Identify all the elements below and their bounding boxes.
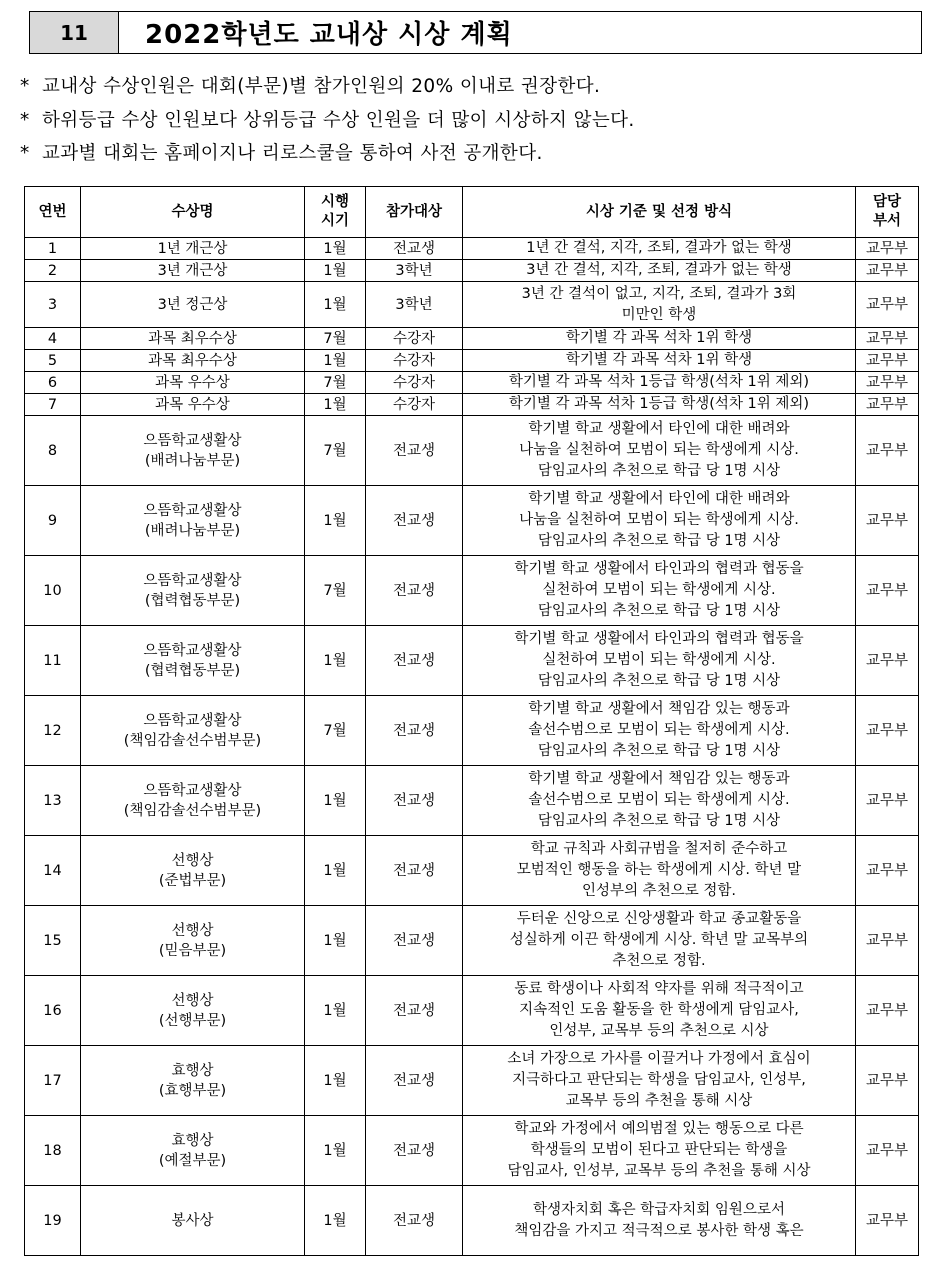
header-col-period: 시행 시기: [305, 187, 366, 238]
col-award-name-cell: 으뜸학교생활상 (책임감솔선수범부문): [81, 766, 305, 836]
col-target-cell: 전교생: [366, 696, 463, 766]
col-number-cell: 3: [25, 282, 81, 328]
table-row: [25, 238, 919, 260]
table-row: [25, 394, 919, 416]
col-period-cell: 1월: [305, 282, 366, 328]
col-period-cell: 7월: [305, 556, 366, 626]
col-number-cell: 11: [25, 626, 81, 696]
col-award-name-cell: 으뜸학교생활상 (협력협동부문): [81, 556, 305, 626]
note-item: * 교과별 대회는 홈페이지나 리로스쿨을 통하여 사전 공개한다.: [20, 137, 635, 171]
col-award-name-cell: 으뜸학교생활상 (협력협동부문): [81, 626, 305, 696]
col-criteria-cell: 학교 규칙과 사회규범을 철저히 준수하고 모범적인 행동을 하는 학생에게 시상. 학년 말 인성부의 추천으로 정함.: [463, 836, 856, 906]
col-period-cell: 1월: [305, 906, 366, 976]
col-period-cell: 1월: [305, 626, 366, 696]
col-department-cell: 교무부: [856, 1186, 919, 1256]
col-department-cell: 교무부: [856, 626, 919, 696]
col-department-cell: 교무부: [856, 372, 919, 394]
col-period-cell: 1월: [305, 1186, 366, 1256]
col-period-cell: 1월: [305, 260, 366, 282]
col-target-cell: 3학년: [366, 282, 463, 328]
col-number-cell: 5: [25, 350, 81, 372]
col-criteria-cell: 소녀 가장으로 가사를 이끌거나 가정에서 효심이 지극하다고 판단되는 학생을 담임교사, 인성부, 교목부 등의 추천을 통해 시상: [463, 1046, 856, 1116]
table-row: [25, 372, 919, 394]
table-row: [25, 1116, 919, 1186]
col-target-cell: 전교생: [366, 836, 463, 906]
table-row: [25, 976, 919, 1046]
col-department-cell: 교무부: [856, 1116, 919, 1186]
page-title: 2022학년도 교내상 시상 계획: [145, 20, 513, 50]
col-number-cell: 6: [25, 372, 81, 394]
col-criteria-cell: 학기별 학교 생활에서 책임감 있는 행동과 솔선수범으로 모범이 되는 학생에게 시상. 담임교사의 추천으로 학급 당 1명 시상: [463, 766, 856, 836]
col-number-cell: 12: [25, 696, 81, 766]
table-row: [25, 1046, 919, 1116]
col-period-cell: 1월: [305, 238, 366, 260]
table-row: [25, 350, 919, 372]
header-col-number: 연번: [25, 187, 81, 238]
section-number: 11: [30, 12, 119, 53]
col-target-cell: 전교생: [366, 626, 463, 696]
note-item: * 하위등급 수상 인원보다 상위등급 수상 인원을 더 많이 시상하지 않는다.: [20, 104, 635, 138]
table-row: [25, 906, 919, 976]
col-target-cell: 전교생: [366, 1186, 463, 1256]
col-criteria-cell: 학기별 각 과목 석차 1등급 학생(석차 1위 제외): [463, 372, 856, 394]
col-award-name-cell: 봉사상: [81, 1186, 305, 1256]
col-criteria-cell: 학기별 학교 생활에서 타인과의 협력과 협동을 실천하여 모범이 되는 학생에게 시상. 담임교사의 추천으로 학급 당 1명 시상: [463, 626, 856, 696]
col-department-cell: 교무부: [856, 328, 919, 350]
col-target-cell: 전교생: [366, 976, 463, 1046]
header-col-department: 담당 부서: [856, 187, 919, 238]
col-period-cell: 7월: [305, 416, 366, 486]
col-target-cell: 3학년: [366, 260, 463, 282]
col-number-cell: 13: [25, 766, 81, 836]
table-row: [25, 626, 919, 696]
col-criteria-cell: 학기별 학교 생활에서 타인에 대한 배려와 나눔을 실천하여 모범이 되는 학생에게 시상. 담임교사의 추천으로 학급 당 1명 시상: [463, 416, 856, 486]
col-target-cell: 전교생: [366, 766, 463, 836]
col-criteria-cell: 동료 학생이나 사회적 약자를 위해 적극적이고 지속적인 도움 활동을 한 학생에게 담임교사, 인성부, 교목부 등의 추천으로 시상: [463, 976, 856, 1046]
col-department-cell: 교무부: [856, 556, 919, 626]
col-award-name-cell: 3년 개근상: [81, 260, 305, 282]
col-department-cell: 교무부: [856, 416, 919, 486]
col-period-cell: 7월: [305, 372, 366, 394]
table-row: [25, 328, 919, 350]
col-award-name-cell: 과목 우수상: [81, 394, 305, 416]
header-col-criteria: 시상 기준 및 선정 방식: [463, 187, 856, 238]
col-number-cell: 17: [25, 1046, 81, 1116]
col-period-cell: 7월: [305, 696, 366, 766]
col-period-cell: 1월: [305, 350, 366, 372]
table-row: [25, 416, 919, 486]
awards-table: [24, 186, 919, 1256]
col-department-cell: 교무부: [856, 260, 919, 282]
col-award-name-cell: 3년 정근상: [81, 282, 305, 328]
col-number-cell: 10: [25, 556, 81, 626]
section-header: [29, 11, 922, 54]
col-department-cell: 교무부: [856, 350, 919, 372]
col-criteria-cell: 학기별 각 과목 석차 1등급 학생(석차 1위 제외): [463, 394, 856, 416]
col-target-cell: 전교생: [366, 556, 463, 626]
col-criteria-cell: 학생자치회 혹은 학급자치회 임원으로서 책임감을 가지고 적극적으로 봉사한 학생 혹은: [463, 1186, 856, 1256]
col-number-cell: 9: [25, 486, 81, 556]
table-header-row: [25, 187, 919, 238]
col-number-cell: 7: [25, 394, 81, 416]
col-award-name-cell: 으뜸학교생활상 (배려나눔부문): [81, 486, 305, 556]
col-target-cell: 전교생: [366, 1116, 463, 1186]
col-award-name-cell: 과목 최우수상: [81, 350, 305, 372]
col-criteria-cell: 3년 간 결석, 지각, 조퇴, 결과가 없는 학생: [463, 260, 856, 282]
col-award-name-cell: 으뜸학교생활상 (책임감솔선수범부문): [81, 696, 305, 766]
notes-list: [20, 70, 635, 171]
col-department-cell: 교무부: [856, 696, 919, 766]
col-award-name-cell: 선행상 (믿음부문): [81, 906, 305, 976]
table-row: [25, 696, 919, 766]
table-body: [25, 238, 919, 1256]
col-number-cell: 14: [25, 836, 81, 906]
col-period-cell: 1월: [305, 836, 366, 906]
header-col-award-name: 수상명: [81, 187, 305, 238]
col-criteria-cell: 1년 간 결석, 지각, 조퇴, 결과가 없는 학생: [463, 238, 856, 260]
col-award-name-cell: 선행상 (준법부문): [81, 836, 305, 906]
col-period-cell: 1월: [305, 1116, 366, 1186]
col-department-cell: 교무부: [856, 238, 919, 260]
col-criteria-cell: 3년 간 결석이 없고, 지각, 조퇴, 결과가 3회 미만인 학생: [463, 282, 856, 328]
col-number-cell: 8: [25, 416, 81, 486]
col-period-cell: 1월: [305, 486, 366, 556]
col-department-cell: 교무부: [856, 282, 919, 328]
col-number-cell: 15: [25, 906, 81, 976]
col-target-cell: 수강자: [366, 350, 463, 372]
col-target-cell: 전교생: [366, 1046, 463, 1116]
table-row: [25, 260, 919, 282]
col-award-name-cell: 효행상 (효행부문): [81, 1046, 305, 1116]
col-target-cell: 수강자: [366, 328, 463, 350]
col-award-name-cell: 과목 최우수상: [81, 328, 305, 350]
col-period-cell: 1월: [305, 976, 366, 1046]
col-criteria-cell: 학기별 각 과목 석차 1위 학생: [463, 328, 856, 350]
col-department-cell: 교무부: [856, 486, 919, 556]
col-criteria-cell: 학기별 학교 생활에서 타인과의 협력과 협동을 실천하여 모범이 되는 학생에게 시상. 담임교사의 추천으로 학급 당 1명 시상: [463, 556, 856, 626]
col-period-cell: 1월: [305, 394, 366, 416]
col-target-cell: 수강자: [366, 372, 463, 394]
table-row: [25, 836, 919, 906]
col-department-cell: 교무부: [856, 836, 919, 906]
col-period-cell: 7월: [305, 328, 366, 350]
col-department-cell: 교무부: [856, 766, 919, 836]
col-number-cell: 16: [25, 976, 81, 1046]
header-col-target: 참가대상: [366, 187, 463, 238]
col-number-cell: 4: [25, 328, 81, 350]
col-number-cell: 1: [25, 238, 81, 260]
col-criteria-cell: 학기별 각 과목 석차 1위 학생: [463, 350, 856, 372]
col-department-cell: 교무부: [856, 906, 919, 976]
note-item: * 교내상 수상인원은 대회(부문)별 참가인원의 20% 이내로 권장한다.: [20, 70, 635, 104]
col-award-name-cell: 1년 개근상: [81, 238, 305, 260]
col-award-name-cell: 과목 우수상: [81, 372, 305, 394]
col-target-cell: 전교생: [366, 238, 463, 260]
col-number-cell: 19: [25, 1186, 81, 1256]
col-department-cell: 교무부: [856, 976, 919, 1046]
col-target-cell: 전교생: [366, 486, 463, 556]
col-target-cell: 수강자: [366, 394, 463, 416]
col-department-cell: 교무부: [856, 394, 919, 416]
col-target-cell: 전교생: [366, 906, 463, 976]
table-row: [25, 282, 919, 328]
col-number-cell: 2: [25, 260, 81, 282]
col-target-cell: 전교생: [366, 416, 463, 486]
table-row: [25, 486, 919, 556]
col-criteria-cell: 학교와 가정에서 예의범절 있는 행동으로 다른 학생들의 모범이 된다고 판단되는 학생을 담임교사, 인성부, 교목부 등의 추천을 통해 시상: [463, 1116, 856, 1186]
table-row: [25, 1186, 919, 1256]
table-row: [25, 556, 919, 626]
table-row: [25, 766, 919, 836]
col-criteria-cell: 두터운 신앙으로 신앙생활과 학교 종교활동을 성실하게 이끈 학생에게 시상. 학년 말 교목부의 추천으로 정함.: [463, 906, 856, 976]
col-award-name-cell: 으뜸학교생활상 (배려나눔부문): [81, 416, 305, 486]
col-criteria-cell: 학기별 학교 생활에서 타인에 대한 배려와 나눔을 실천하여 모범이 되는 학생에게 시상. 담임교사의 추천으로 학급 당 1명 시상: [463, 486, 856, 556]
col-period-cell: 1월: [305, 766, 366, 836]
col-department-cell: 교무부: [856, 1046, 919, 1116]
col-award-name-cell: 선행상 (선행부문): [81, 976, 305, 1046]
col-number-cell: 18: [25, 1116, 81, 1186]
col-award-name-cell: 효행상 (예절부문): [81, 1116, 305, 1186]
col-criteria-cell: 학기별 학교 생활에서 책임감 있는 행동과 솔선수범으로 모범이 되는 학생에게 시상. 담임교사의 추천으로 학급 당 1명 시상: [463, 696, 856, 766]
col-period-cell: 1월: [305, 1046, 366, 1116]
